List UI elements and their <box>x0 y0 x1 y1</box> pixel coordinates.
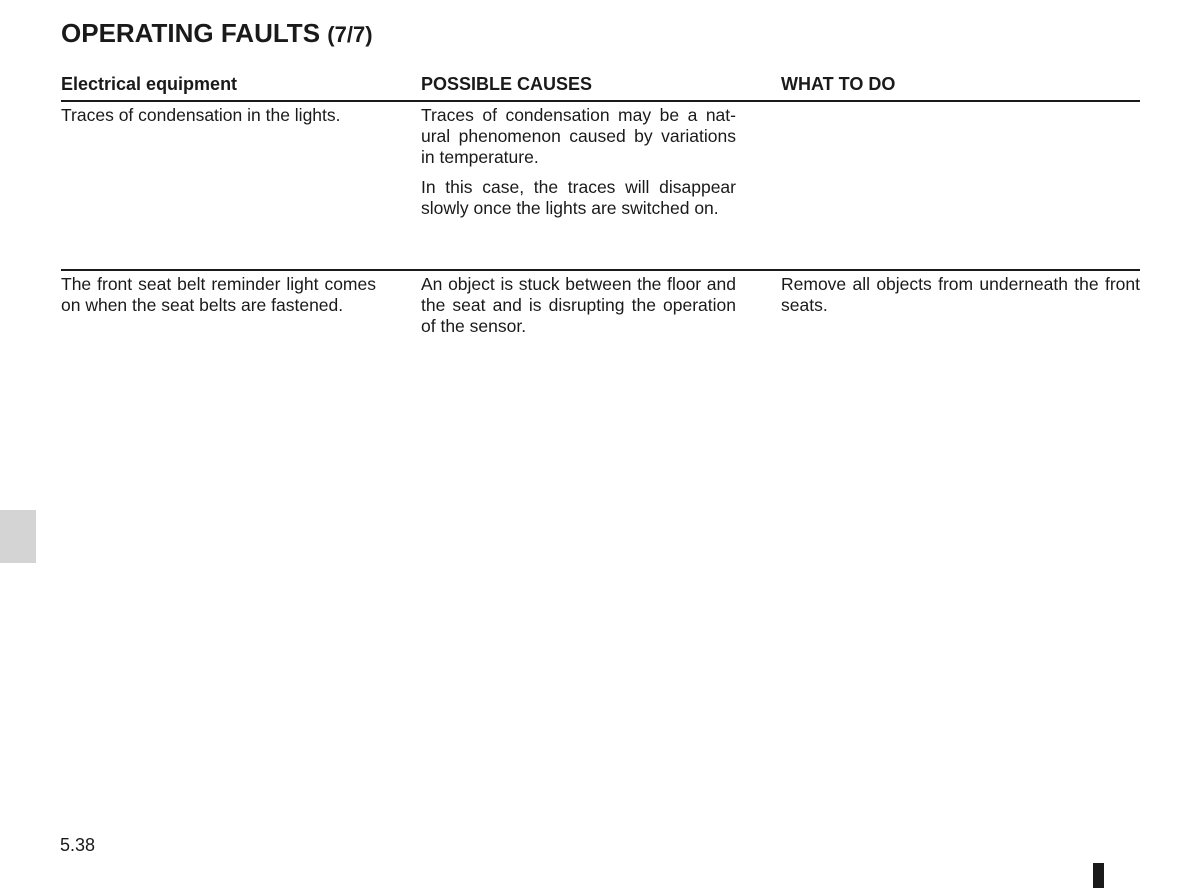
page-title-text: OPERATING FAULTS <box>61 18 321 48</box>
action-cell <box>781 102 1140 269</box>
page-title-part: (7/7) <box>327 22 373 47</box>
cause-paragraph: In this case, the traces will disappear slowly once the lights are switched on. <box>421 177 736 218</box>
table-row <box>61 269 1140 341</box>
equipment-cell <box>61 102 376 269</box>
page-number: 5.38 <box>60 835 96 855</box>
equipment-text: Traces of condensation in the lights. <box>61 105 341 125</box>
faults-table <box>61 72 1140 341</box>
action-cell <box>781 271 1140 341</box>
page-title <box>61 18 373 49</box>
header-possible-causes: POSSIBLE CAUSES <box>421 74 593 94</box>
header-what-to-do: WHAT TO DO <box>781 74 896 94</box>
causes-cell <box>421 271 736 341</box>
table-header-row <box>61 72 1140 102</box>
section-tab-marker <box>0 510 36 563</box>
table-row <box>61 102 1140 269</box>
header-electrical-equipment: Electrical equipment <box>61 74 238 94</box>
equipment-text: The front seat belt reminder light comes on when the seat belts are fastened. <box>61 274 376 315</box>
equipment-cell <box>61 271 376 341</box>
causes-cell <box>421 102 736 269</box>
page-corner-mark <box>1093 863 1104 888</box>
cause-paragraph: Traces of condensation may be a natural phenomenon caused by variations in temperature. <box>421 105 736 167</box>
cause-paragraph: An object is stuck between the floor and the seat and is disrupting the operation of the sensor. <box>421 274 736 336</box>
action-text: Remove all objects from underneath the front seats. <box>781 274 1140 315</box>
